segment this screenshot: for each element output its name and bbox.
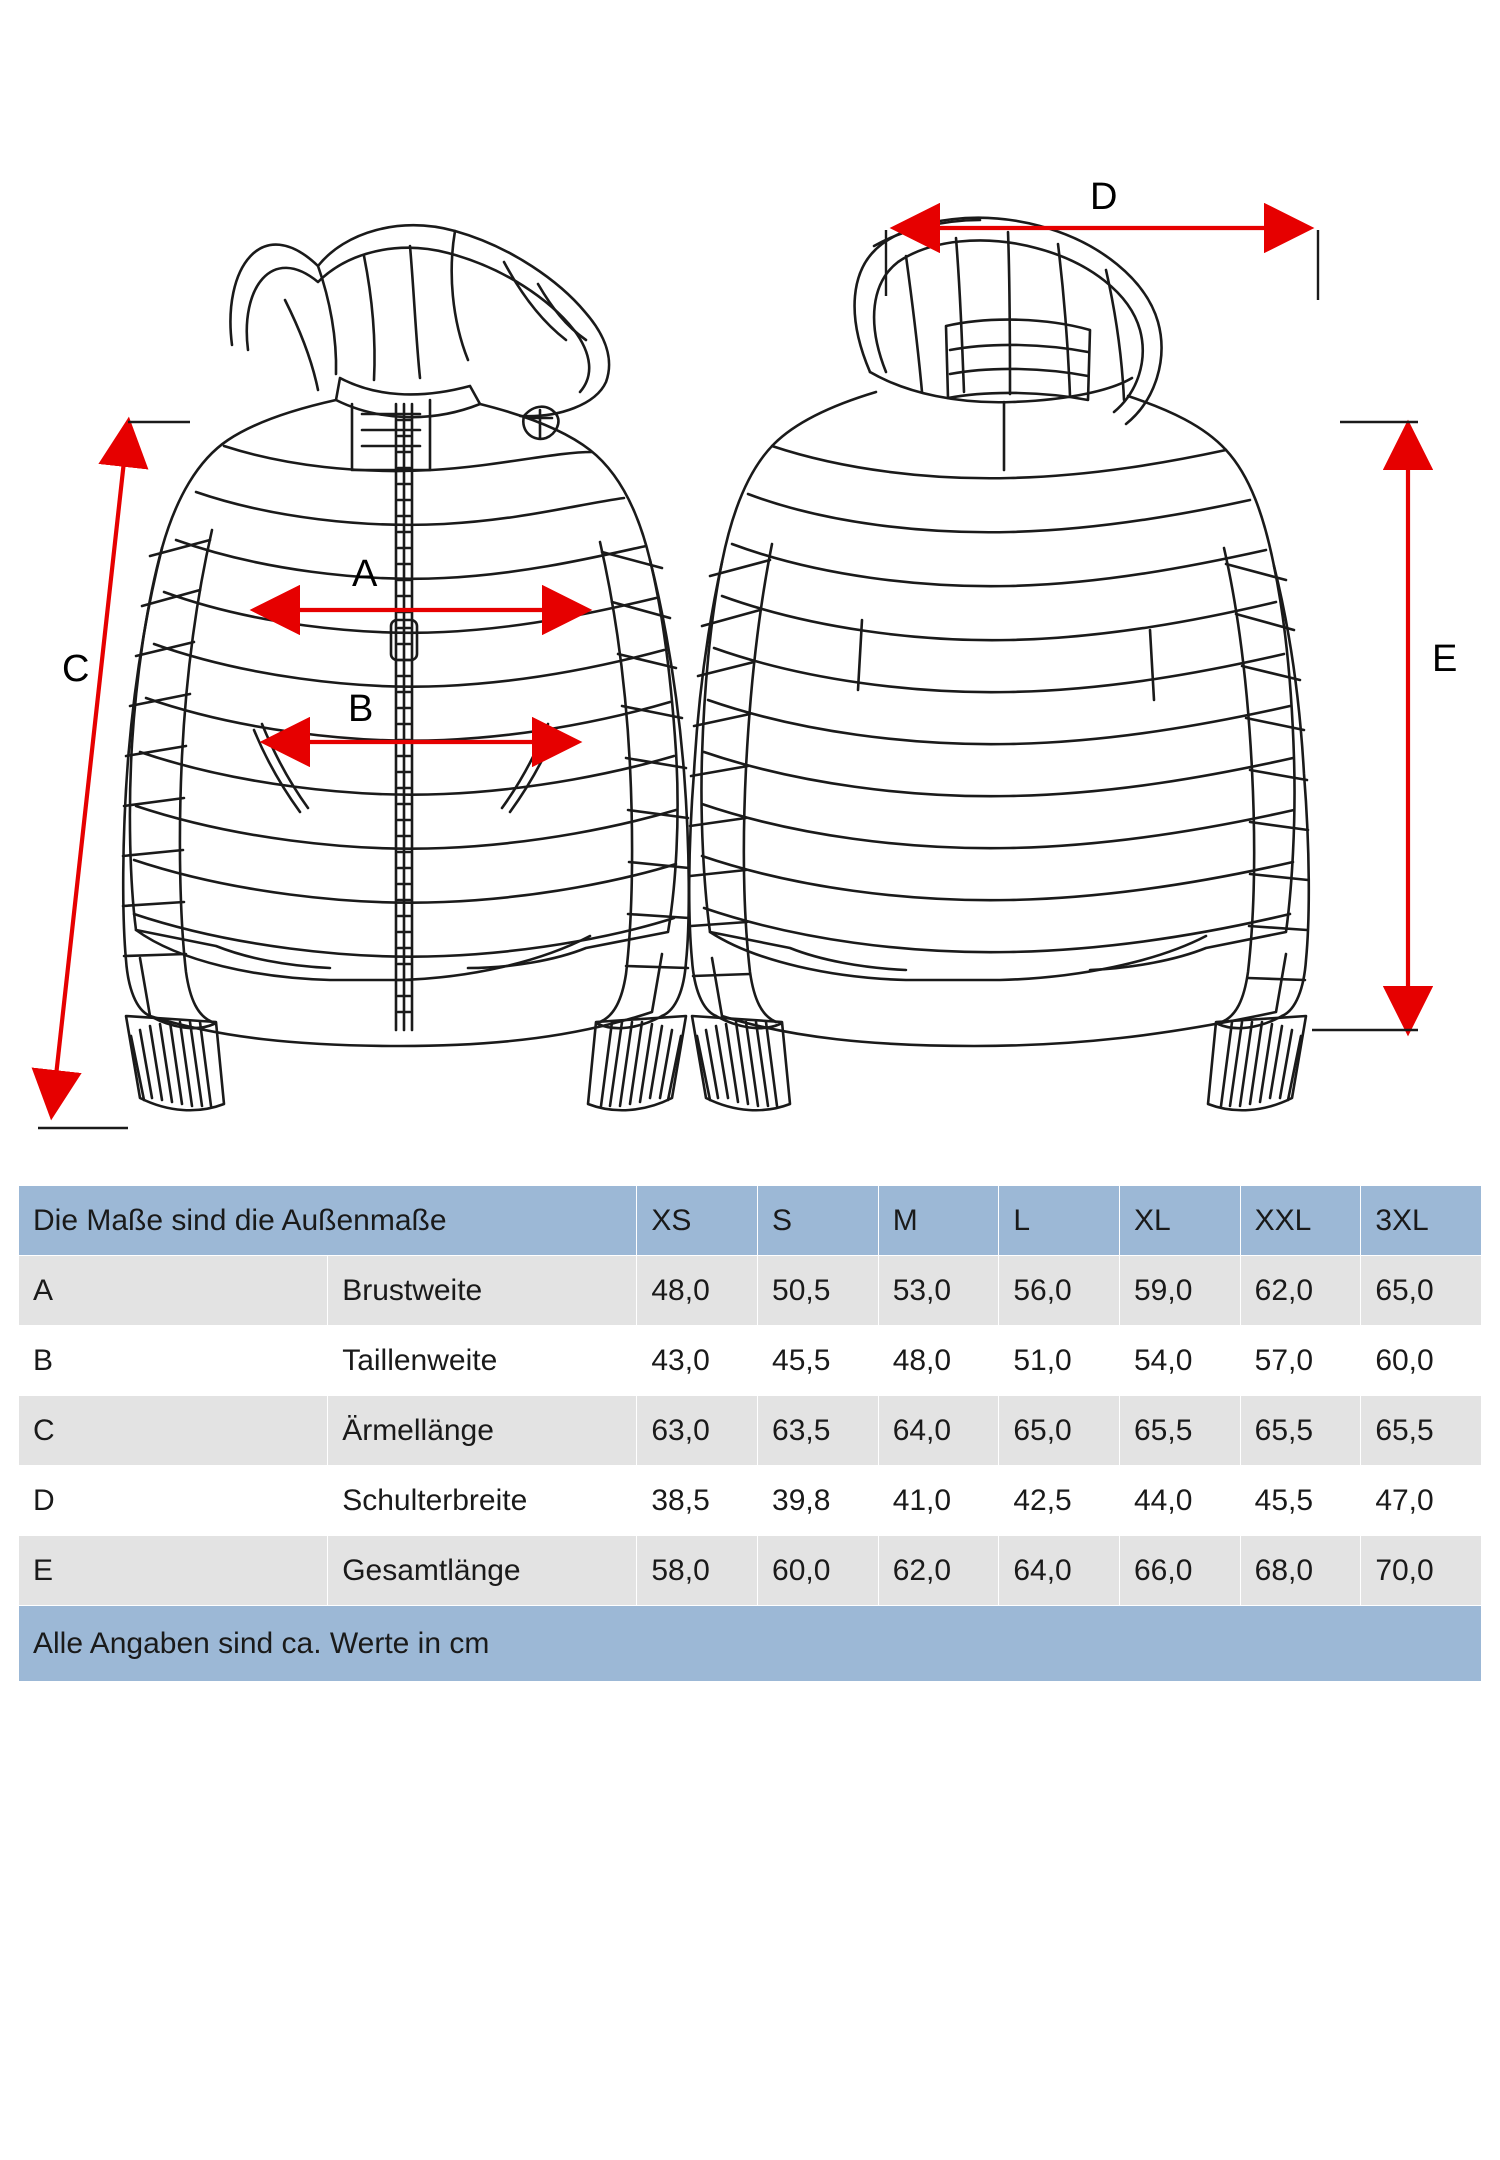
cell-c-xs: 63,0: [637, 1396, 758, 1466]
cell-e-xs: 58,0: [637, 1536, 758, 1606]
cell-c-3xl: 65,5: [1361, 1396, 1482, 1466]
row-name-a: Brustweite: [328, 1256, 637, 1326]
table-row: [19, 1256, 1482, 1326]
dimension-label-a: A: [352, 553, 378, 595]
cell-a-xxl: 62,0: [1240, 1256, 1361, 1326]
size-chart-table: [18, 1185, 1482, 1682]
header-size-3xl: 3XL: [1361, 1186, 1482, 1256]
header-description: Die Maße sind die Außenmaße: [19, 1186, 637, 1256]
table-row: [19, 1396, 1482, 1466]
cell-e-xxl: 68,0: [1240, 1536, 1361, 1606]
cell-c-l: 65,0: [999, 1396, 1120, 1466]
header-size-s: S: [758, 1186, 879, 1256]
cell-d-3xl: 47,0: [1361, 1466, 1482, 1536]
cell-c-xl: 65,5: [1120, 1396, 1241, 1466]
header-size-xxl: XXL: [1240, 1186, 1361, 1256]
header-size-xl: XL: [1120, 1186, 1241, 1256]
cell-b-xs: 43,0: [637, 1326, 758, 1396]
table-row: [19, 1536, 1482, 1606]
cell-d-xs: 38,5: [637, 1466, 758, 1536]
row-key-a: A: [19, 1256, 328, 1326]
dimension-label-c: C: [62, 648, 90, 690]
header-size-m: M: [878, 1186, 999, 1256]
cell-c-s: 63,5: [758, 1396, 879, 1466]
cell-e-l: 64,0: [999, 1536, 1120, 1606]
dimension-label-d: D: [1090, 176, 1118, 218]
table-row: [19, 1326, 1482, 1396]
cell-a-s: 50,5: [758, 1256, 879, 1326]
cell-b-s: 45,5: [758, 1326, 879, 1396]
cell-a-l: 56,0: [999, 1256, 1120, 1326]
cell-e-xl: 66,0: [1120, 1536, 1241, 1606]
cell-d-xl: 44,0: [1120, 1466, 1241, 1536]
header-size-xs: XS: [637, 1186, 758, 1256]
cell-d-s: 39,8: [758, 1466, 879, 1536]
dimension-label-e: E: [1432, 638, 1458, 680]
cell-b-xxl: 57,0: [1240, 1326, 1361, 1396]
cell-a-xs: 48,0: [637, 1256, 758, 1326]
cell-c-xxl: 65,5: [1240, 1396, 1361, 1466]
measure-arrow-c: [52, 425, 128, 1112]
row-name-e: Gesamtlänge: [328, 1536, 637, 1606]
cell-b-3xl: 60,0: [1361, 1326, 1482, 1396]
cell-a-m: 53,0: [878, 1256, 999, 1326]
cell-b-xl: 54,0: [1120, 1326, 1241, 1396]
cell-b-m: 48,0: [878, 1326, 999, 1396]
cell-c-m: 64,0: [878, 1396, 999, 1466]
row-name-b: Taillenweite: [328, 1326, 637, 1396]
cell-d-xxl: 45,5: [1240, 1466, 1361, 1536]
cell-d-m: 41,0: [878, 1466, 999, 1536]
row-key-d: D: [19, 1466, 328, 1536]
cell-e-m: 62,0: [878, 1536, 999, 1606]
cell-b-l: 51,0: [999, 1326, 1120, 1396]
row-name-d: Schulterbreite: [328, 1466, 637, 1536]
cell-e-3xl: 70,0: [1361, 1536, 1482, 1606]
table-row: [19, 1466, 1482, 1536]
row-key-e: E: [19, 1536, 328, 1606]
row-key-b: B: [19, 1326, 328, 1396]
row-name-c: Ärmellänge: [328, 1396, 637, 1466]
cell-d-l: 42,5: [999, 1466, 1120, 1536]
footer-note: Alle Angaben sind ca. Werte in cm: [19, 1606, 1482, 1682]
row-key-c: C: [19, 1396, 328, 1466]
cell-e-s: 60,0: [758, 1536, 879, 1606]
table-footer-row: [19, 1606, 1482, 1682]
cell-a-xl: 59,0: [1120, 1256, 1241, 1326]
table-header-row: [19, 1186, 1482, 1256]
header-size-l: L: [999, 1186, 1120, 1256]
cell-a-3xl: 65,0: [1361, 1256, 1482, 1326]
dimension-label-b: B: [348, 688, 374, 730]
